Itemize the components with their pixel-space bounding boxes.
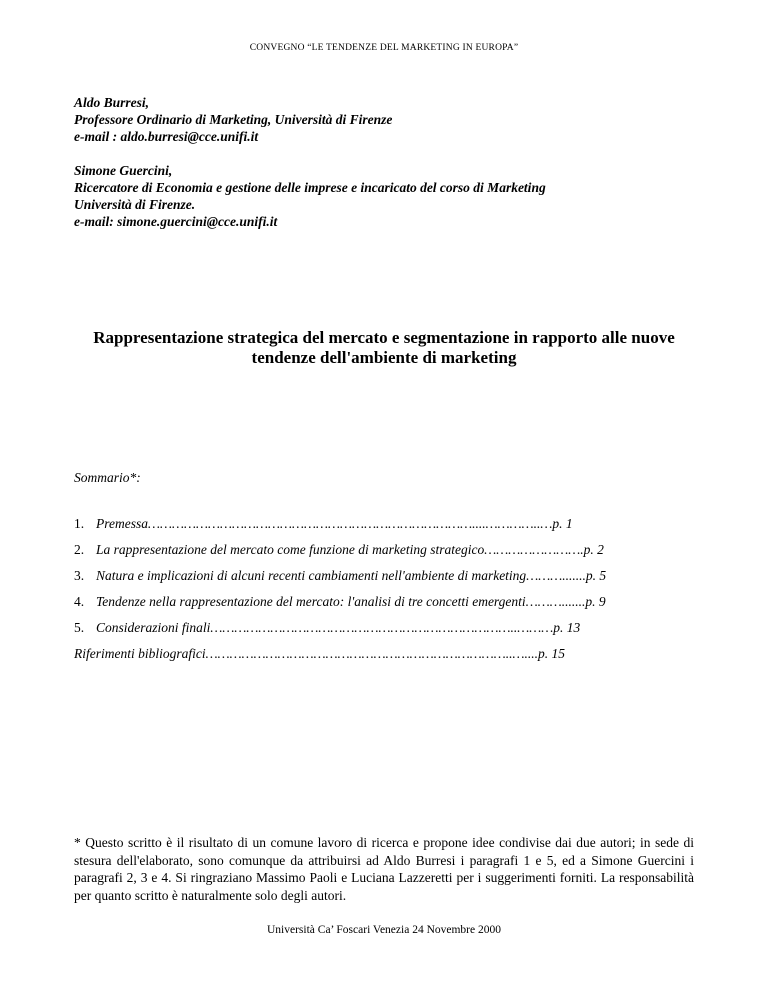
- toc-page: p. 15: [537, 646, 565, 661]
- author-affiliation: Università di Firenze.: [74, 197, 196, 212]
- sommario-label: Sommario*:: [74, 470, 141, 485]
- toc-label: Considerazioni finali: [96, 620, 211, 635]
- author-email: e-mail : aldo.burresi@cce.unifi.it: [74, 129, 259, 144]
- author-name: Aldo Burresi,: [74, 95, 150, 110]
- toc-item: [74, 593, 714, 619]
- authors-section: [74, 94, 546, 247]
- toc-item: [74, 619, 714, 645]
- toc-label: Riferimenti bibliografici: [74, 646, 206, 661]
- author-affiliation: Ricercatore di Economia e gestione delle imprese e incaricato del corso di Marketing: [74, 180, 546, 195]
- table-of-contents: [74, 515, 714, 671]
- toc-label: La rappresentazione del mercato come funzione di marketing strategico: [96, 542, 485, 557]
- toc-number: 1.: [74, 516, 85, 531]
- toc-item: [74, 567, 714, 593]
- toc-leader: ………………………………………………………………………....…………..…: [148, 516, 553, 531]
- toc-label: Natura e implicazioni di alcuni recenti cambiamenti nell'ambiente di marketing: [96, 568, 527, 583]
- toc-number: 2.: [74, 542, 85, 557]
- toc-item-references: [74, 645, 714, 671]
- author-email: e-mail: simone.guercini@cce.unifi.it: [74, 214, 278, 229]
- author-name: Simone Guercini,: [74, 163, 173, 178]
- toc-leader: ……….......: [526, 568, 586, 583]
- toc-leader: …………………………………………………………………..………: [210, 620, 554, 635]
- toc-leader: …………………….: [484, 542, 584, 557]
- toc-label: Premessa: [96, 516, 148, 531]
- toc-item: [74, 515, 714, 541]
- author-block-burresi: [74, 94, 546, 145]
- author-block-guercini: [74, 162, 546, 230]
- title-line-1: Rappresentazione strategica del mercato e segmentazione in rapporto alle nuove: [93, 328, 675, 347]
- toc-page: p. 13: [553, 620, 581, 635]
- toc-page: p. 9: [585, 594, 606, 609]
- toc-label: Tendenze nella rappresentazione del mercato: l'analisi di tre concetti emergenti: [96, 594, 526, 609]
- title-line-2: tendenze dell'ambiente di marketing: [251, 348, 517, 367]
- paper-title: [0, 328, 768, 368]
- running-footer: Università Ca’ Foscari Venezia 24 Novembre 2000: [267, 924, 501, 936]
- toc-number: 5.: [74, 620, 85, 635]
- toc-leader: ……….......: [525, 594, 586, 609]
- running-header-text: CONVEGNO “LE TENDENZE DEL MARKETING IN EUROPA”: [249, 43, 519, 53]
- toc-page: p. 2: [583, 542, 604, 557]
- toc-number: 3.: [74, 568, 85, 583]
- footnote: * Questo scritto è il risultato di un comune lavoro di ricerca e propone idee condivise dai due autori; in sede di stesura dell'elaborato, sono comunque da attribuirsi ad Aldo Burresi i paragrafi 1 e 5, ed a Simone Guercini i paragrafi 2, 3 e 4. Si ringraziano Massimo Paoli e Luciana Lazzeretti per i suggerimenti forniti. La responsabilità per quanto scritto è naturalmente solo degli autori.: [74, 835, 694, 903]
- toc-page: p. 5: [585, 568, 607, 583]
- toc-page: p. 1: [552, 516, 573, 531]
- toc-leader: …………………………………………………………………..…....: [205, 646, 538, 661]
- author-affiliation: Professore Ordinario di Marketing, Università di Firenze: [74, 112, 393, 127]
- toc-number: 4.: [74, 594, 85, 609]
- running-header: [0, 43, 768, 53]
- toc-item: [74, 541, 714, 567]
